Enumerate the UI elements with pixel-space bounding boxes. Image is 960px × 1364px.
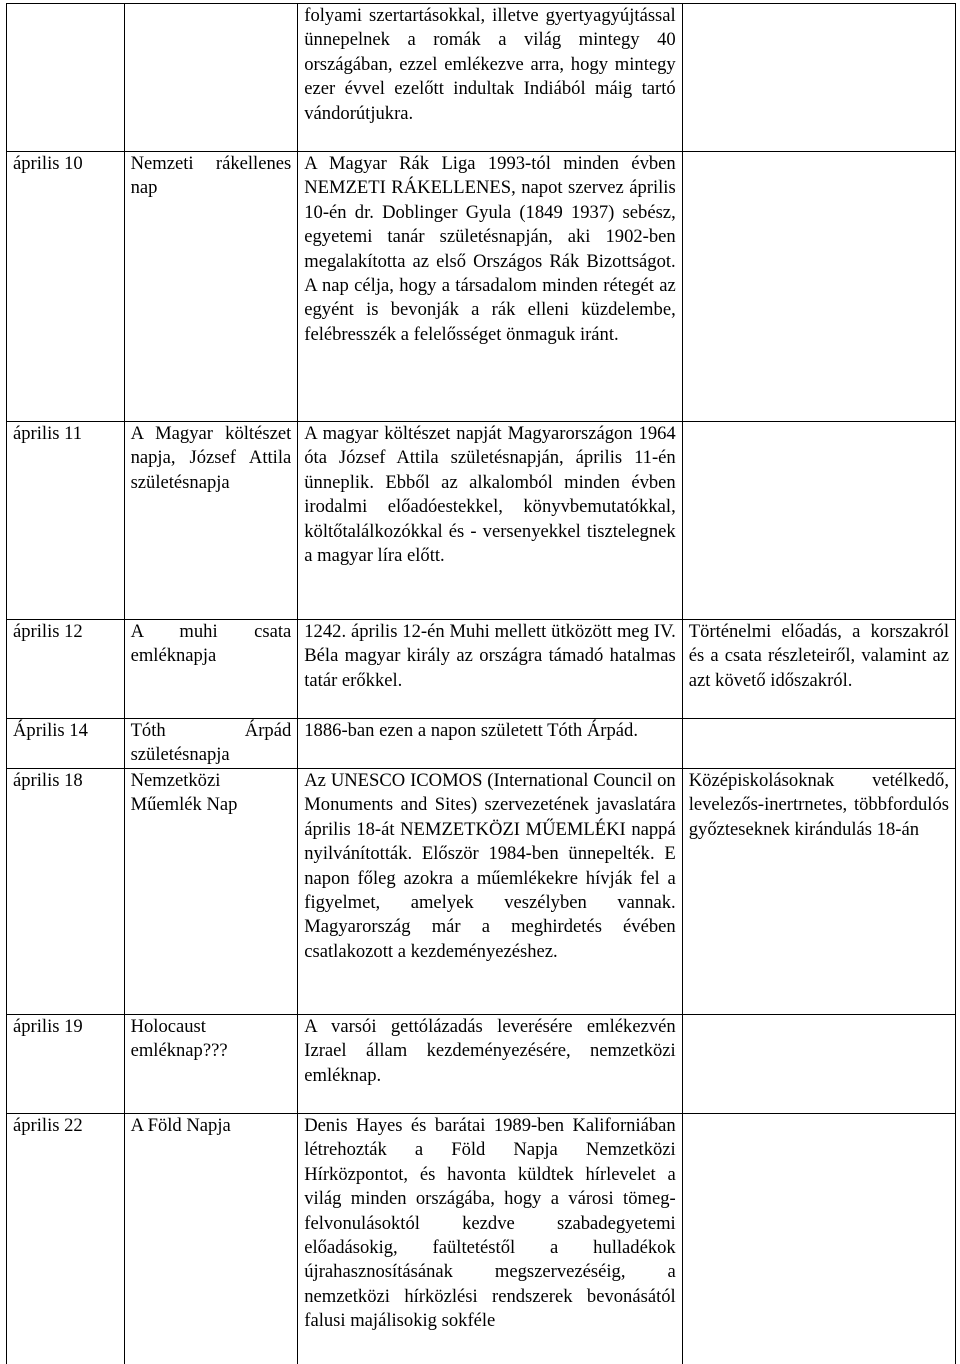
table-row [7,152,956,422]
event-name [124,4,298,152]
table-row [7,422,956,620]
event-date [7,4,125,152]
table-row [7,769,956,1015]
event-name: Nemzeti rákellenes nap [124,152,298,422]
event-description: 1886-ban ezen a napon született Tóth Árpád. [298,719,682,769]
event-date: április 22 [7,1114,125,1364]
event-program: Történelmi előadás, a korszakról és a csata részleteiről, valamint az azt követő időszakról. [682,620,955,719]
event-date: április 12 [7,620,125,719]
event-program [682,152,955,422]
event-program [682,719,955,769]
event-description: A varsói gettólázadás leverésére emlékezvén Izrael állam kezdeményezésére, nemzetközi emléknap. [298,1015,682,1114]
event-program: Középiskolásoknak vetélkedő, levelezős-inertrnetes, többfordulós győzteseknek kirándulás 18-án [682,769,955,1015]
event-name: Tóth Árpád születésnapja [124,719,298,769]
event-date: április 19 [7,1015,125,1114]
event-program [682,422,955,620]
event-date: április 10 [7,152,125,422]
table-row [7,1114,956,1364]
event-description: folyami szertartásokkal, illetve gyertyagyújtással ünnepelnek a romák a világ mintegy 40 országában, ezzel emlékezve arra, hogy mintegy ezer évvel ezelőtt indultak Indiából máig tartó vándorútjukra. [298,4,682,152]
event-program [682,4,955,152]
event-description: 1242. április 12-én Muhi mellett ütközött meg IV. Béla magyar király az országra támadó hatalmas tatár erőkkel. [298,620,682,719]
event-description: A magyar költészet napját Magyarországon 1964 óta József Attila születésnapján, április 11-én ünneplik. Ebből az alkalomból minden évben irodalmi előadóestekkel, könyvbemutatókkal, költőtalálkozókkal és - versenyekkel tisztelegnek a magyar líra előtt. [298,422,682,620]
event-name: Nemzetközi Műemlék Nap [124,769,298,1015]
event-description: Az UNESCO ICOMOS (International Council on Monuments and Sites) szervezetének javaslatára április 18-át NEMZETKÖZI MŰEMLÉKI nappá nyilvánították. Először 1984-ben ünnepelték. E napon főleg azokra a műemlékekre hívják fel a figyelmet, amelyek veszélyben vannak. Magyarország már a meghirdetés évében csatlakozott a kezdeményezéshez. [298,769,682,1015]
event-date: április 11 [7,422,125,620]
event-name: A Magyar költészet napja, József Attila születésnapja [124,422,298,620]
event-name: Holocaust emléknap??? [124,1015,298,1114]
event-description: A Magyar Rák Liga 1993-tól minden évben NEMZETI RÁKELLENES, napot szervez április 10-én dr. Doblinger Gyula (1849 1937) sebész, egyetemi tanár születésnapján, aki 1902-ben megalakította az első Országos Rák Bizottságot. A nap célja, hogy a társadalom minden rétegét az egyént is bevonják a rák elleni küzdelembe, felébresszék a felelősséget önmaguk iránt. [298,152,682,422]
table-row [7,1015,956,1114]
event-calendar-table [6,3,956,1364]
table-row [7,620,956,719]
event-program [682,1015,955,1114]
event-name: A muhi csata emléknapja [124,620,298,719]
event-description: Denis Hayes és barátai 1989-ben Kaliforniában létrehozták a Föld Napja Nemzetközi Hírközpontot, és havonta küldtek hírlevelet a világ minden országába, hogy a városi tömeg-felvonulásoktól kezdve szabadegyetemi előadásokig, faültetéstől a hulladékok újrahasznosításának megszervezéséig, a nemzetközi hírközlési rendszerek bevonásától falusi majálisokig sokféle [298,1114,682,1364]
event-date: április 18 [7,769,125,1015]
event-date: Április 14 [7,719,125,769]
table-row [7,719,956,769]
event-program [682,1114,955,1364]
table-row [7,4,956,152]
event-name: A Föld Napja [124,1114,298,1364]
